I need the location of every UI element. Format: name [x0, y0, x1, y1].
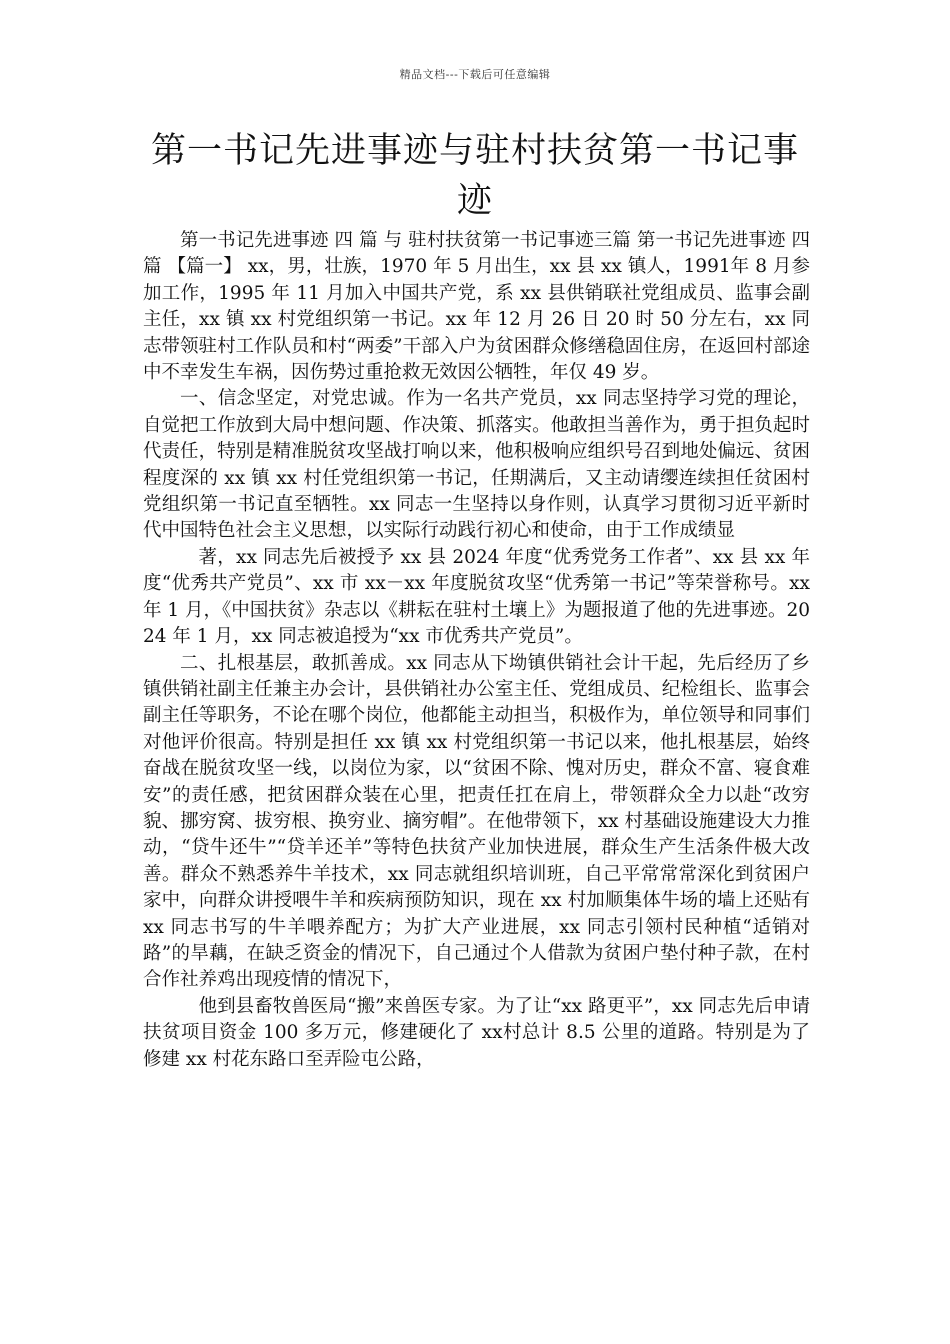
paragraph-section-one-continued: 著，xx 同志先后被授予 xx 县 2024 年度“优秀党务工作者”、xx 县 xx 年度“优秀共产党员”、xx 市 xx－xx 年度脱贫攻坚“优秀第一书记”等荣誉称号。xx 年 1 月，《中国扶贫》杂志以《耕耘在驻村土壤上》为题报道了他的先进事迹。2024 年 1 月，xx 同志被追授为“xx 市优秀共产党员”。	[143, 546, 810, 648]
paragraph-section-one: 一、信念坚定，对党忠诚。作为一名共产党员，xx 同志坚持学习党的理论，自觉把工作放到大局中想问题、作决策、抓落实。他敢担当善作为，勇于担负起时代责任，特别是精准脱贫攻坚战打响以来，他积极响应组织号召到地处偏远、贫困程度深的 xx 镇 xx 村任党组织第一书记，任期满后，又主动请缨连续担任贫困村党组织第一书记直至牺牲。xx 同志一生坚持以身作则，认真学习贯彻习近平新时代中国特色社会主义思想，以实际行动践行初心和使命，由于工作成绩显	[143, 388, 810, 542]
document-title: 第一书记先进事迹与驻村扶贫第一书记事迹	[150, 131, 799, 221]
paragraph-section-two-continued: 他到县畜牧兽医局“搬”来兽医专家。为了让“xx 路更平”，xx 同志先后申请扶贫项目资金 100 多万元，修建硬化了 xx村总计 8.5 公里的道路。特别是为了修建 xx 村花东路口至弄险屯公路，	[143, 995, 810, 1070]
paragraph-intro: 第一书记先进事迹 四 篇 与 驻村扶贫第一书记事迹三篇 第一书记先进事迹 四 篇 【篇一】 xx，男，壮族，1970 年 5 月出生，xx 县 xx 镇人，1991年 8 月参加工作，1995 年 11 月加入中国共产党，系 xx 县供销联社党组成员、监事会副主任，xx 镇 xx 村党组织第一书记。xx 年 12 月 26 日 20 时 50 分左右，xx 同志带领驻村工作队员和村“两委”干部入户为贫困群众修缮稳固住房，在返回村部途中不幸发生车祸，因伤势过重抢救无效因公牺牲，年仅 49 岁。	[143, 230, 810, 384]
document-body	[143, 228, 810, 1073]
paragraph-section-two: 二、扎根基层，敢抓善成。xx 同志从下坳镇供销社会计干起，先后经历了乡镇供销社副主任兼主办会计，县供销社办公室主任、党组成员、纪检组长、监事会副主任等职务，不论在哪个岗位，他都能主动担当，积极作为，单位领导和同事们对他评价很高。特别是担任 xx 镇 xx 村党组织第一书记以来，他扎根基层，始终奋战在脱贫攻坚一线，以岗位为家，以“贫困不除、愧对历史，群众不富、寝食难安”的责任感，把贫困群众装在心里，把责任扛在肩上，带领群众全力以赴“改穷貌、挪穷窝、拔穷根、换穷业、摘穷帽”。在他带领下，xx 村基础设施建设大力推动，“贷牛还牛”“贷羊还羊”等特色扶贫产业加快进展，群众生产生活条件极大改善。群众不熟悉养牛羊技术，xx 同志就组织培训班，自己平常常常深化到贫困户家中，向群众讲授喂牛羊和疾病预防知识，现在 xx 村加顺集体牛场的墙上还贴有 xx 同志书写的牛羊喂养配方；为扩大产业进展，xx 同志引领村民种植“适销对路”的旱藕，在缺乏资金的情况下，自己通过个人借款为贫困户垫付种子款，在村合作社养鸡出现疫情的情况下，	[143, 652, 810, 991]
header-note: 精品文档---下载后可任意编辑	[399, 68, 551, 81]
